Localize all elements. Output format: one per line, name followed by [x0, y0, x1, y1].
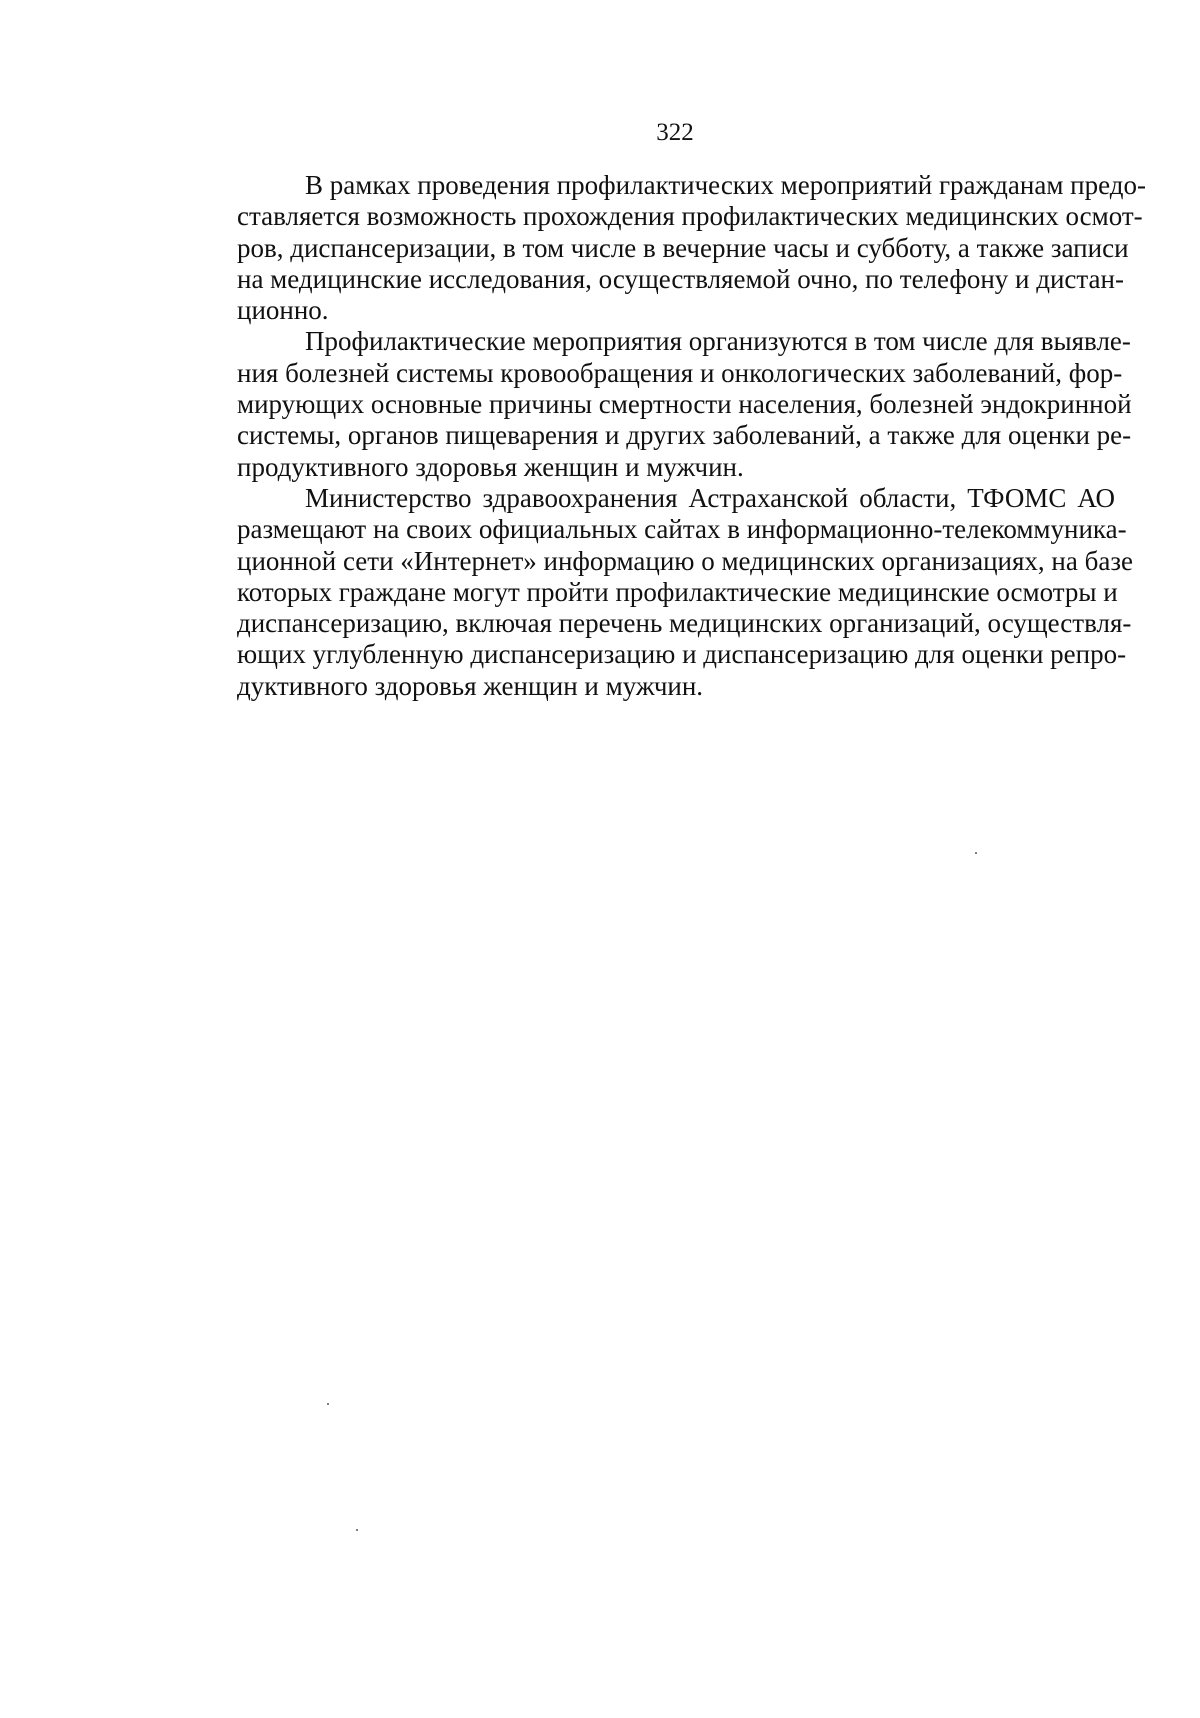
text-line: ров, диспансеризации, в том числе в вечерние часы и субботу, а также записи [237, 232, 1129, 263]
page-number: 322 [656, 119, 694, 146]
scan-speck [975, 852, 977, 854]
text-line: ционно. [237, 295, 329, 326]
text-line: продуктивного здоровья женщин и мужчин. [237, 451, 744, 482]
paragraph [237, 170, 1146, 326]
document-body [237, 170, 1146, 702]
text-line: Министерство здравоохранения Астраханской области, ТФОМС АО [305, 482, 1115, 513]
text-line: ционной сети «Интернет» информацию о медицинских организациях, на базе [237, 545, 1133, 576]
text-line: ния болезней системы кровообращения и онкологических заболеваний, фор- [237, 357, 1123, 388]
text-line: дуктивного здоровья женщин и мужчин. [237, 670, 704, 701]
text-line: размещают на своих официальных сайтах в информационно-телекоммуника- [237, 514, 1127, 545]
text-line: В рамках проведения профилактических мероприятий гражданам предо- [305, 170, 1146, 200]
text-line: на медицинские исследования, осуществляемой очно, по телефону и дистан- [237, 263, 1124, 294]
text-line: ющих углубленную диспансеризацию и диспансеризацию для оценки репро- [237, 639, 1127, 670]
text-line: Профилактические мероприятия организуются в том числе для выявле- [305, 326, 1131, 357]
text-line: системы, органов пищеварения и других заболеваний, а также для оценки ре- [237, 420, 1132, 451]
text-line: ставляется возможность прохождения профилактических медицинских осмот- [237, 201, 1143, 232]
paragraph [237, 326, 1132, 482]
paragraph [237, 482, 1133, 702]
text-line: мирующих основные причины смертности населения, болезней эндокринной [237, 389, 1132, 420]
text-line: которых граждане могут пройти профилактические медицинские осмотры и [237, 576, 1118, 607]
text-line: диспансеризацию, включая перечень медицинских организаций, осуществля- [237, 608, 1132, 639]
scan-speck [327, 1403, 329, 1405]
scan-speck [356, 1529, 358, 1531]
